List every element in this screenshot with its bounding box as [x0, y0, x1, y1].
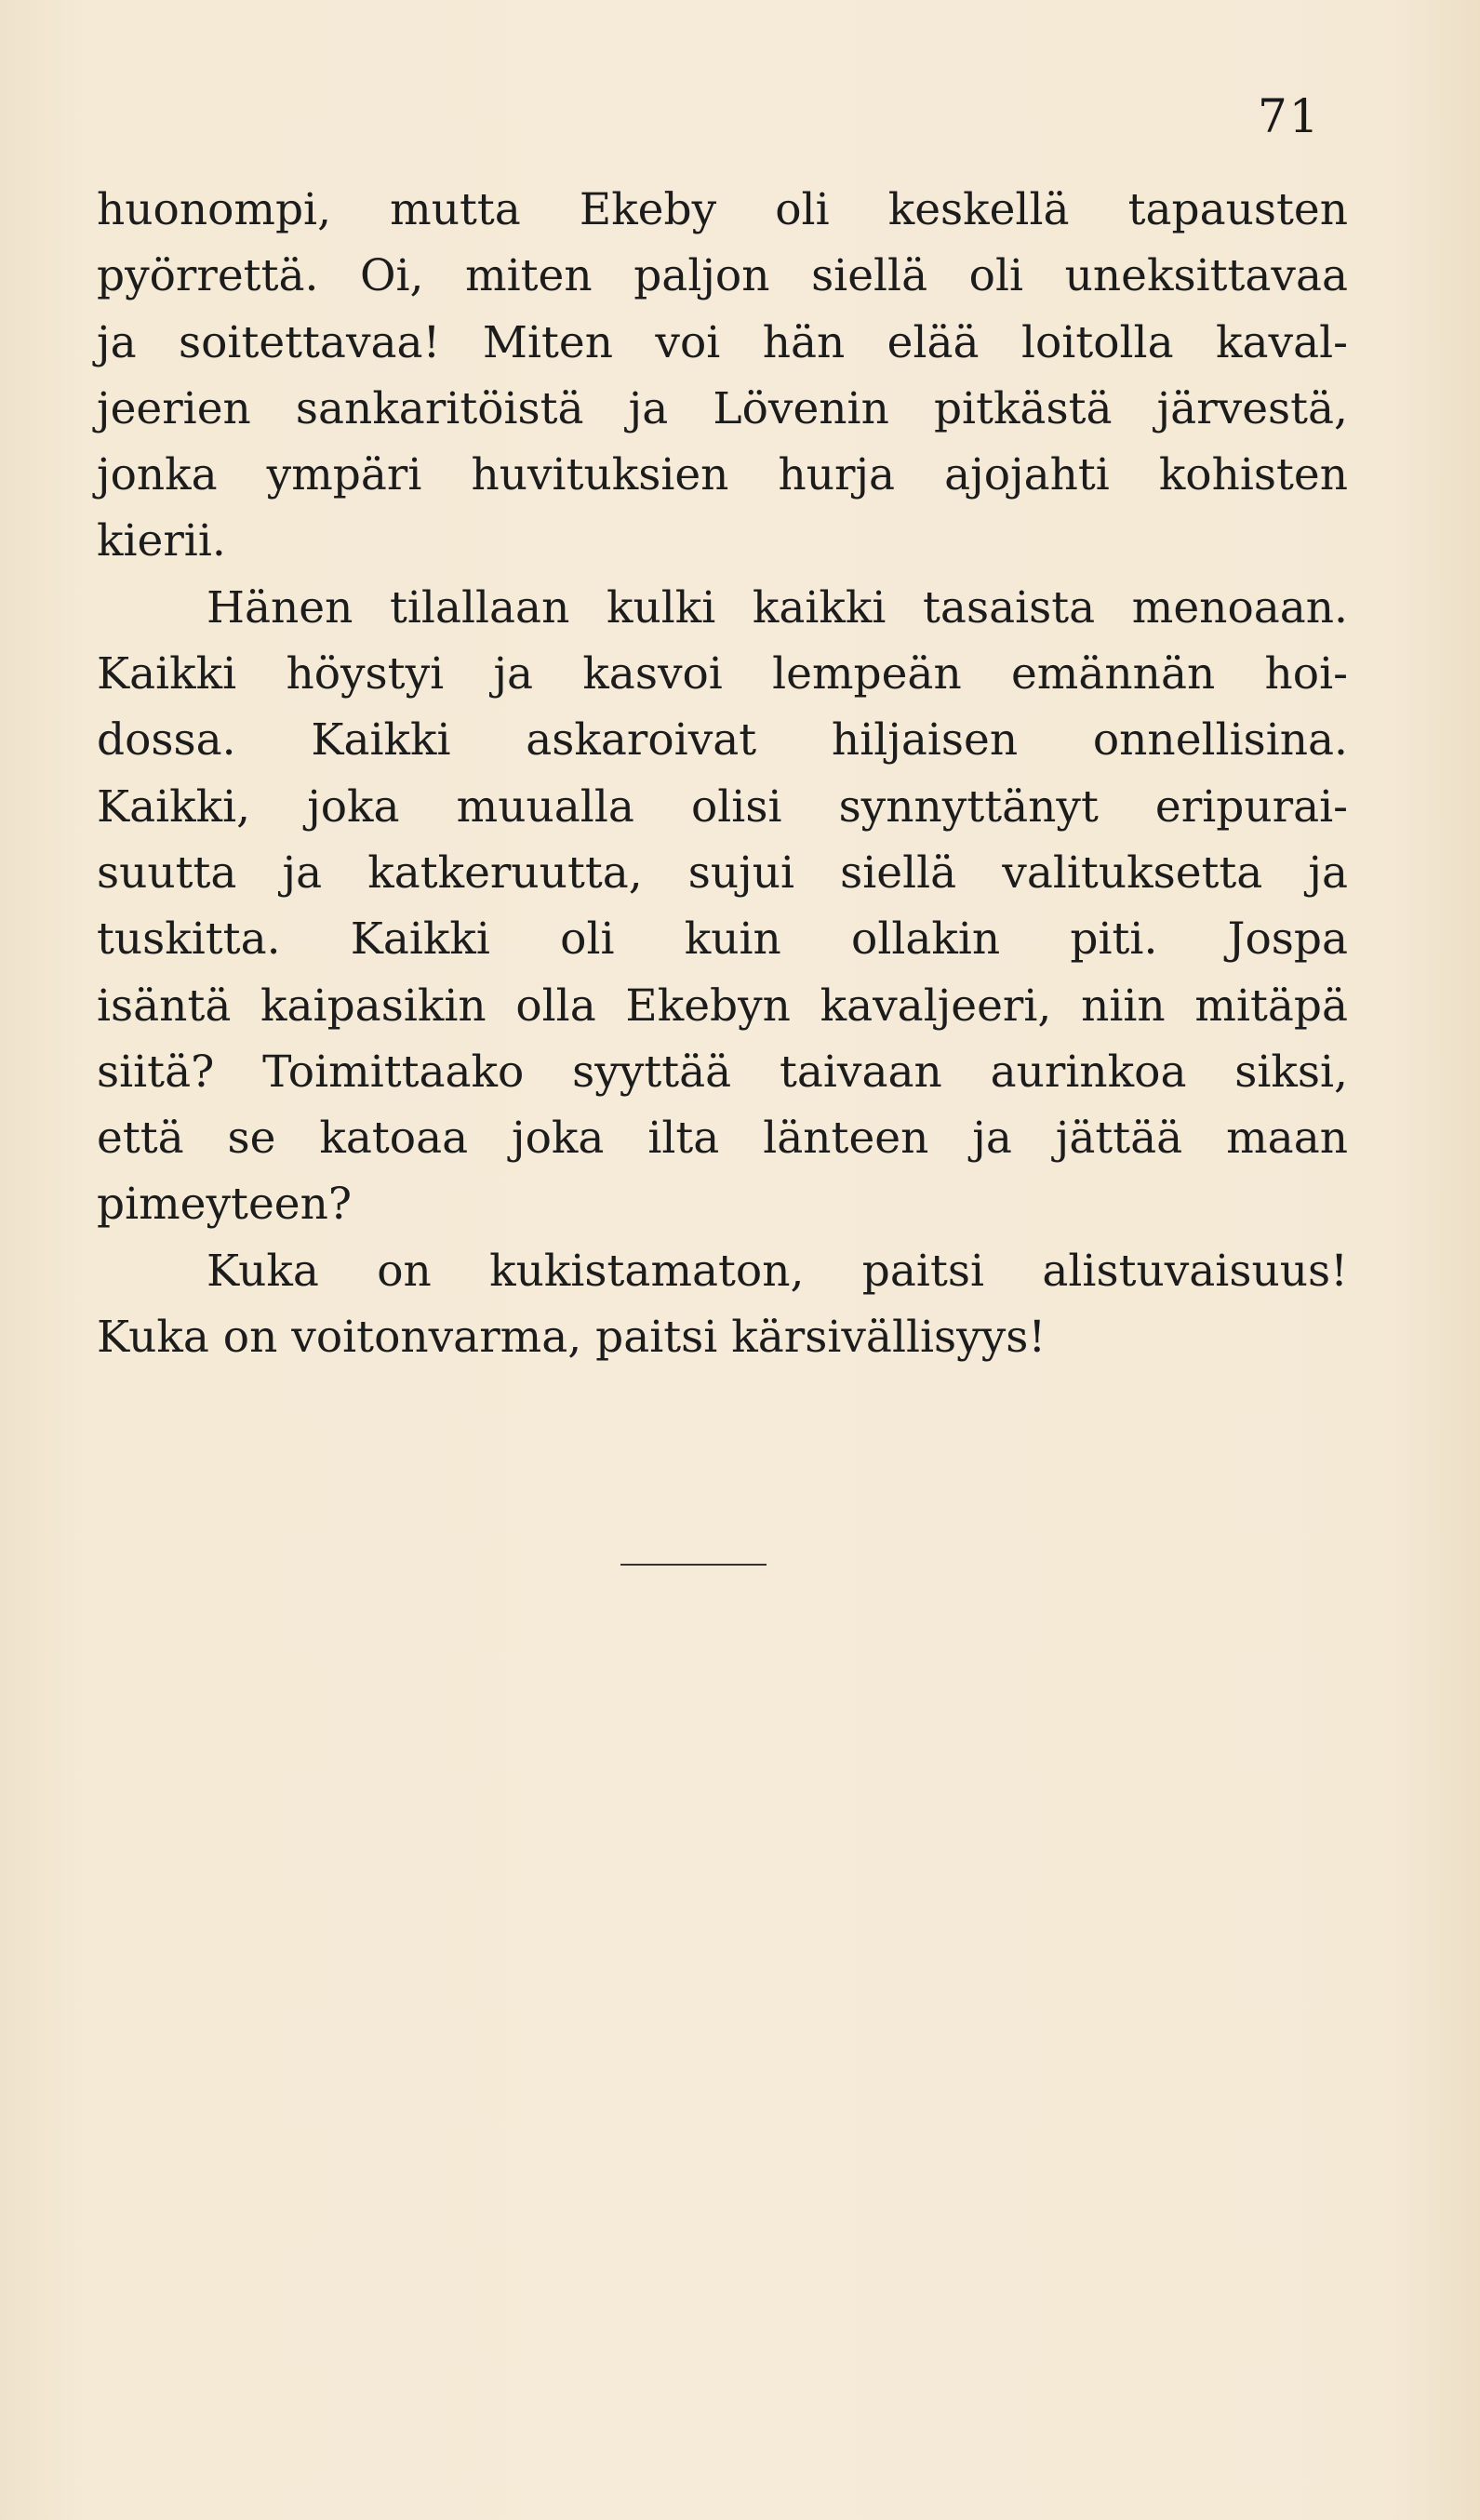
text-line: jonka ympäri huvituksien hurja ajojahti kohisten: [97, 449, 1348, 501]
text-line: että se katoaa joka ilta länteen ja jättää maan: [97, 1113, 1348, 1165]
text-line: suutta ja katkeruutta, sujui siellä valituksetta ja: [97, 847, 1348, 899]
text-line: kierii.: [97, 515, 226, 567]
text-line: Kuka on kukistamaton, paitsi alistuvaisuus!: [207, 1245, 1348, 1297]
text-line: pimeyteen?: [97, 1179, 353, 1231]
text-line: pyörrettä. Oi, miten paljon siellä oli uneksittavaa: [97, 250, 1348, 302]
text-line: Hänen tilallaan kulki kaikki tasaista menoaan.: [207, 581, 1348, 633]
body-text: [97, 177, 1348, 1370]
text-line: dossa. Kaikki askaroivat hiljaisen onnellisina.: [97, 714, 1348, 767]
text-line: Kuka on voitonvarma, paitsi kärsivällisyys!: [97, 1312, 1047, 1364]
text-line: tuskitta. Kaikki oli kuin ollakin piti. Jospa: [97, 913, 1348, 966]
text-line: ja soitettavaa! Miten voi hän elää loitolla kaval-: [97, 316, 1348, 368]
text-line: Kaikki höystyi ja kasvoi lempeän emännän hoi-: [97, 648, 1348, 700]
text-line: jeerien sankaritöistä ja Lövenin pitkästä järvestä,: [97, 382, 1348, 434]
text-line: Kaikki, joka muualla olisi synnyttänyt eripurai-: [97, 780, 1348, 833]
section-divider: [620, 1564, 767, 1566]
text-line: huonompi, mutta Ekeby oli keskellä tapausten: [97, 184, 1348, 235]
text-line: siitä? Toimittaako syyttää taivaan aurinkoa siksi,: [97, 1046, 1348, 1098]
text-line: isäntä kaipasikin olla Ekebyn kavaljeeri, niin mitäpä: [97, 980, 1348, 1032]
page-number: 71: [1258, 89, 1321, 143]
